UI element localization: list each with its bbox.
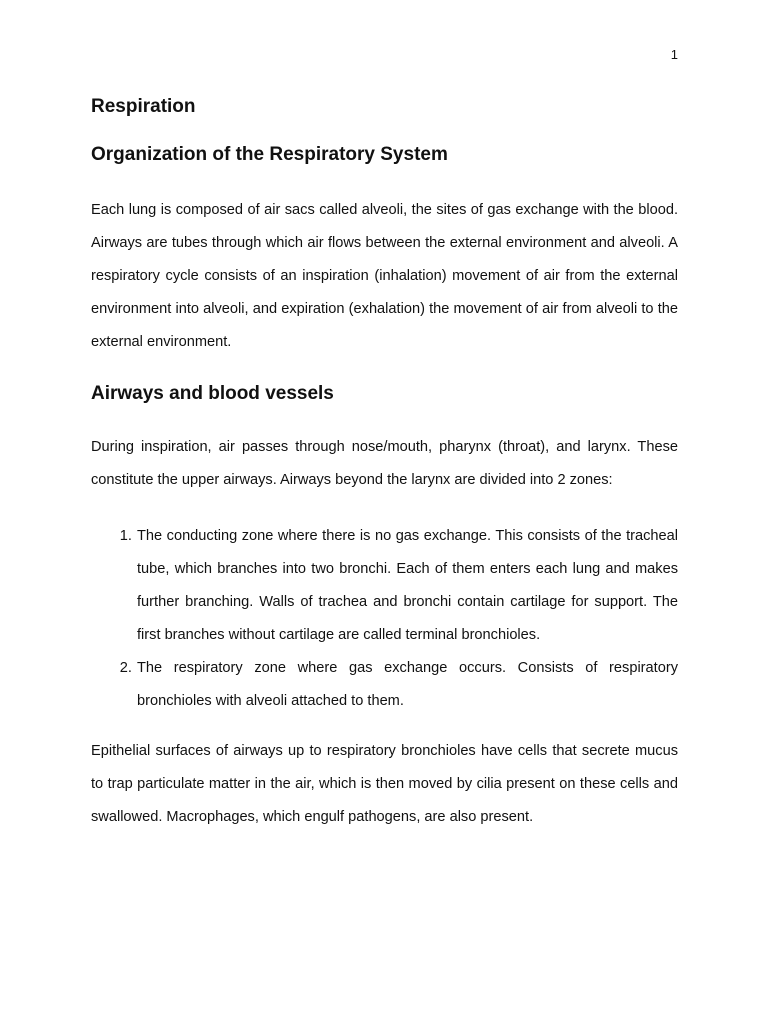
page-number: 1: [670, 47, 678, 62]
zone-item-conducting: 1. The conducting zone where there is no gas exchange. This consists of the tracheal tube, which branches into two bronchi. Each of them enters each lung and makes further branching. Walls of trachea and bronchi contain cartilage for support. The first branches without cartilage are called terminal bronchioles.: [136, 520, 678, 652]
document-body: [91, 92, 678, 834]
document-title: Respiration: [91, 96, 196, 117]
zones-list: [91, 520, 678, 718]
epithelial-paragraph: Epithelial surfaces of airways up to respiratory bronchioles have cells that secrete mucus to trap particulate matter in the air, which is then moved by cilia present on these cells and swallowed. Macrophages, which engulf pathogens, are also present.: [91, 743, 678, 825]
intro-paragraph: Each lung is composed of air sacs called alveoli, the sites of gas exchange with the blood. Airways are tubes through which air flows between the external environment and alveoli. A respiratory cycle consists of an inspiration (inhalation) movement of air from the external environment into alveoli, and expiration (exhalation) the movement of air from alveoli to the external environment.: [91, 202, 678, 350]
zone-item-respiratory: 2. The respiratory zone where gas exchange occurs. Consists of respiratory bronchioles with alveoli attached to them.: [136, 652, 678, 718]
airways-paragraph: During inspiration, air passes through nose/mouth, pharynx (throat), and larynx. These constitute the upper airways. Airways beyond the larynx are divided into 2 zones:: [91, 439, 678, 488]
section-heading-airways: Airways and blood vessels: [91, 383, 334, 404]
section-title-organization: Organization of the Respiratory System: [91, 144, 448, 165]
